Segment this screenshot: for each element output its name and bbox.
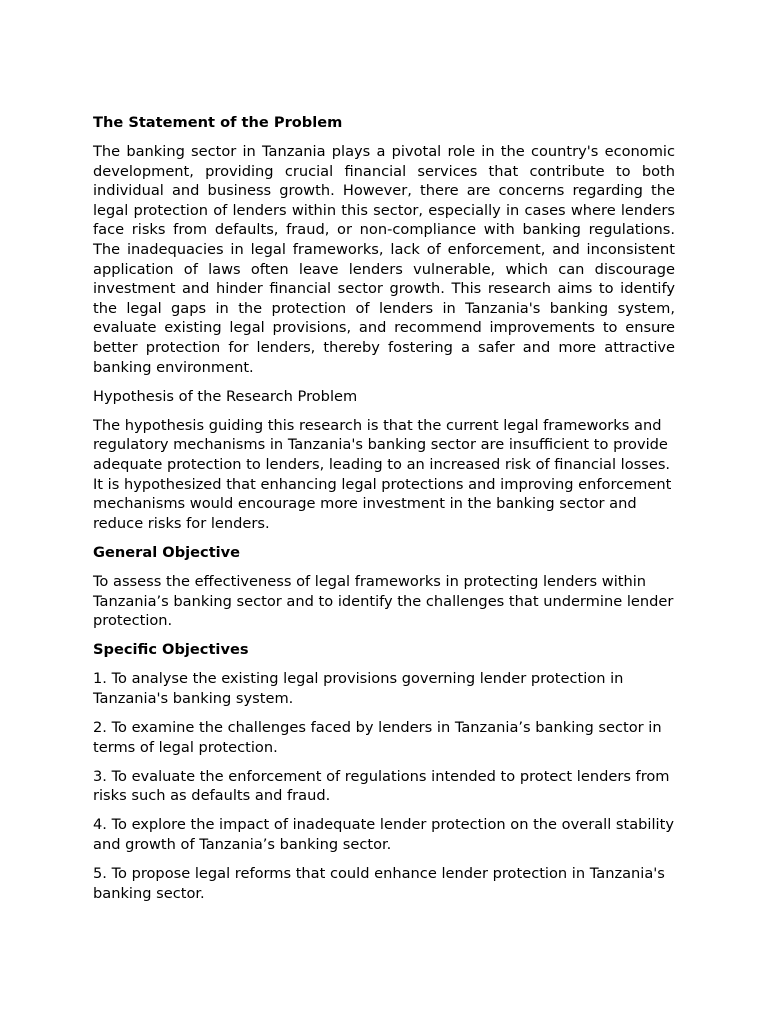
statement-paragraph: The banking sector in Tanzania plays a pivotal role in the country's economic development, providing crucial financial services that contribute to both individual and business growth. However, there are concerns regarding the legal protection of lenders within this sector, especially in cases where lenders face risks from defaults, fraud, or non-compliance with banking regulations. The inadequacies in legal frameworks, lack of enforcement, and inconsistent application of laws often leave lenders vulnerable, which can discourage investment and hinder financial sector growth. This research aims to identify the legal gaps in the protection of lenders in Tanzania's banking system, evaluate existing legal provisions, and recommend improvements to ensure better protection for lenders, thereby fostering a safer and more attractive banking environment. <box>93 143 675 376</box>
general-objective-heading: General Objective <box>93 543 241 561</box>
hypothesis-paragraph: The hypothesis guiding this research is that the current legal frameworks and regulatory mechanisms in Tanzania's banking sector are insufficient to provide adequate protection to lenders, leading to an increased risk of financial losses. It is hypothesized that enhancing legal protections and improving enforcement mechanisms would encourage more investment in the banking sector and reduce risks for lenders. <box>93 416 672 532</box>
general-objective-paragraph: To assess the effectiveness of legal frameworks in protecting lenders within Tanzania’s banking sector and to identify the challenges that undermine lender protection. <box>93 572 674 630</box>
specific-objective-item: 3. To evaluate the enforcement of regulations intended to protect lenders from risks such as defaults and fraud. <box>93 767 670 805</box>
specific-objective-item: 1. To analyse the existing legal provisions governing lender protection in Tanzania's banking system. <box>93 670 624 707</box>
hypothesis-heading: Hypothesis of the Research Problem <box>93 387 358 405</box>
specific-objectives-heading: Specific Objectives <box>93 641 249 659</box>
statement-heading: The Statement of the Problem <box>93 114 343 131</box>
specific-objective-item: 4. To explore the impact of inadequate lender protection on the overall stability and growth of Tanzania’s banking sector. <box>93 816 674 853</box>
specific-objective-item: 5. To propose legal reforms that could enhance lender protection in Tanzania's banking sector. <box>93 865 665 902</box>
document-page <box>93 113 675 913</box>
specific-objective-item: 2. To examine the challenges faced by lenders in Tanzania’s banking sector in terms of legal protection. <box>93 719 662 756</box>
